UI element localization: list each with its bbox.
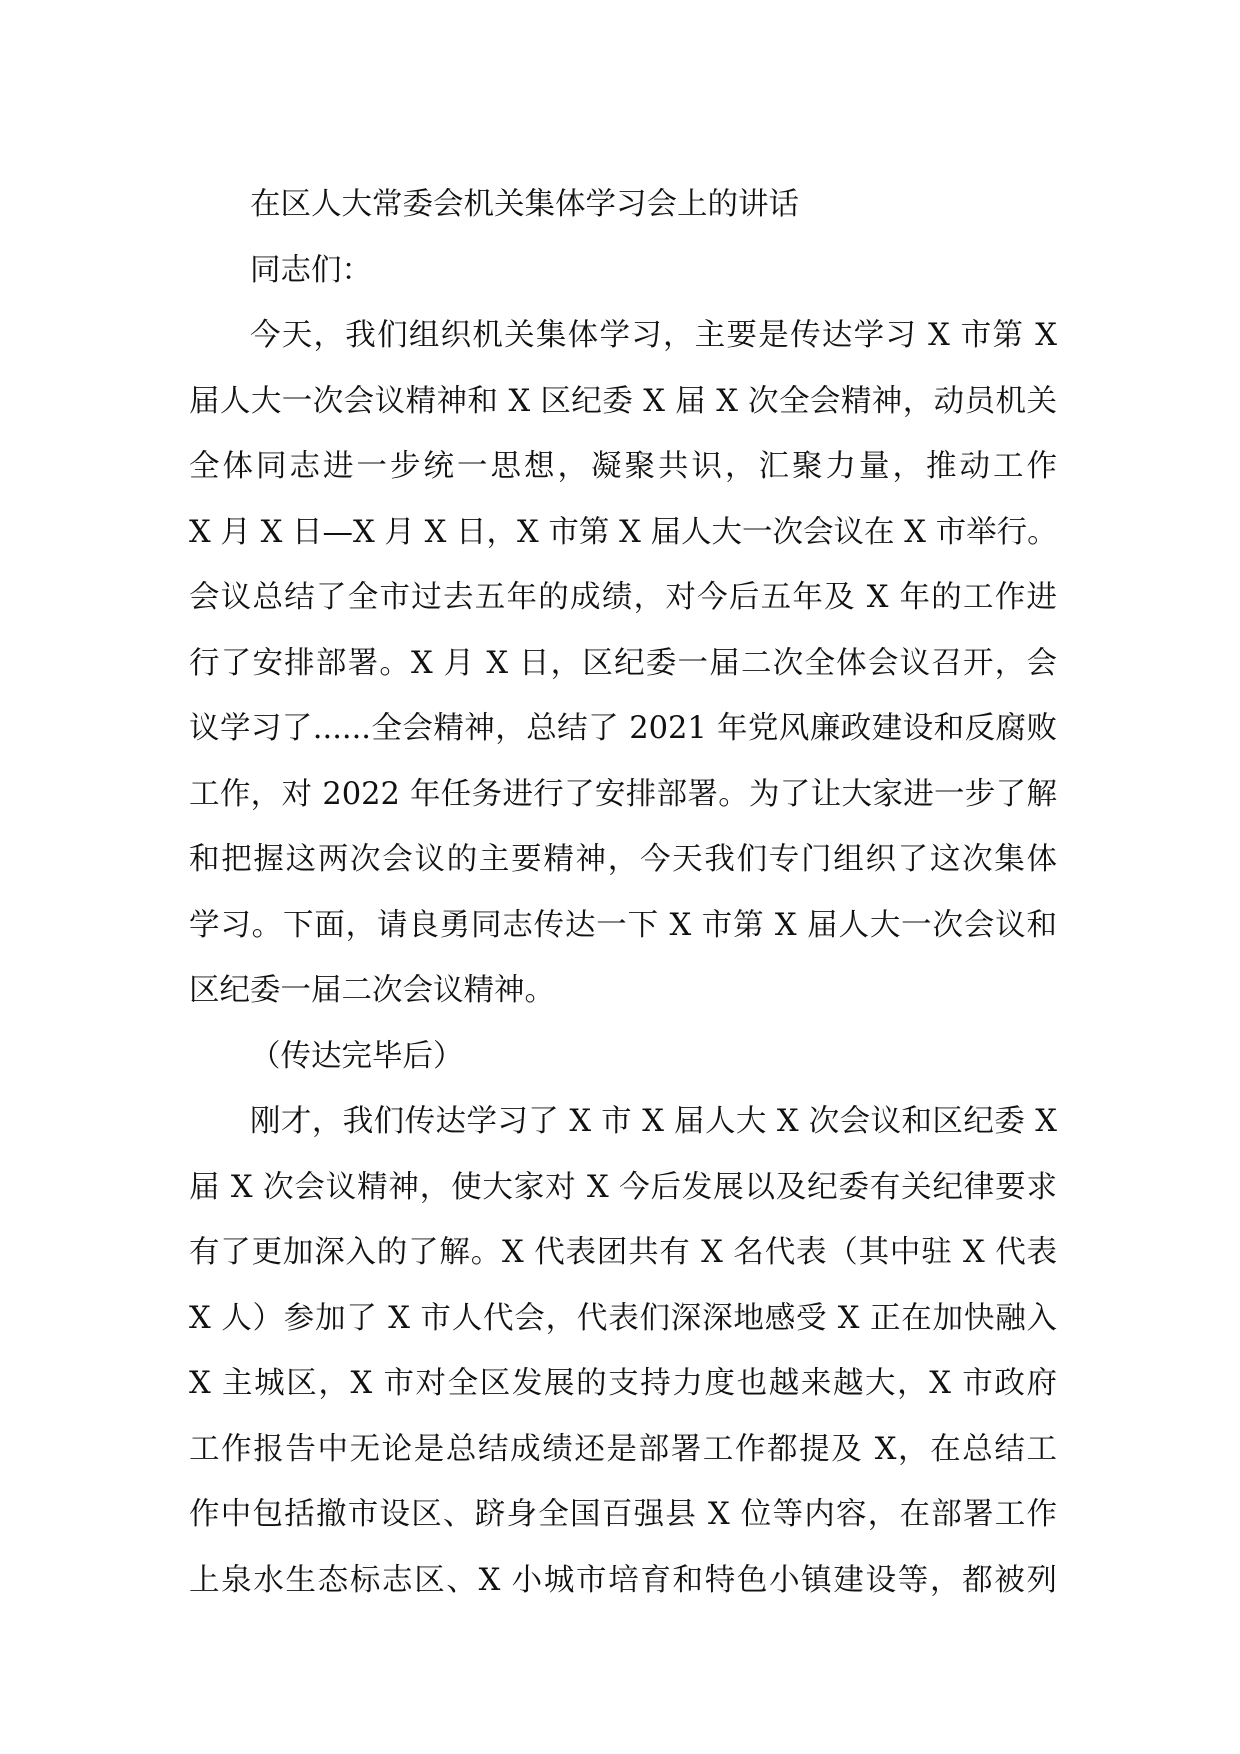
salutation: 同志们：: [250, 252, 372, 288]
paragraph-3: [189, 1089, 1057, 1613]
paragraph-line: 工作，对 2022 年任务进行了安排部署。为了让大家进一步了解: [189, 776, 1057, 812]
paragraph-line: 全体同志进一步统一思想，凝聚共识，汇聚力量，推动工作: [189, 449, 1057, 484]
paragraph-line: X 主城区，X 市对全区发展的支持力度也越来越大，X 市政府: [189, 1366, 1057, 1401]
paragraph-line: 行了安排部署。X 月 X 日，区纪委一届二次全体会议召开，会: [189, 645, 1057, 681]
paragraph-line: 工作报告中无论是总结成绩还是部署工作都提及 X，在总结工: [189, 1431, 1057, 1467]
paragraph-1: [189, 303, 1057, 1024]
paragraph-line: 届人大一次会议精神和 X 区纪委 X 届 X 次全会精神，动员机关: [189, 383, 1057, 419]
paragraph-line: 有了更加深入的了解。X 代表团共有 X 名代表（其中驻 X 代表: [189, 1235, 1057, 1270]
paragraph-line: 上泉水生态标志区、X 小城市培育和特色小镇建设等，都被列: [189, 1562, 1057, 1598]
paragraph-line: 区纪委一届二次会议精神。: [189, 973, 555, 1008]
document-title: 在区人大常委会机关集体学习会上的讲话: [250, 187, 799, 222]
paragraph-line: 会议总结了全市过去五年的成绩，对今后五年及 X 年的工作进: [189, 580, 1057, 615]
paragraph-line: 届 X 次会议精神，使大家对 X 今后发展以及纪委有关纪律要求: [189, 1169, 1057, 1205]
paragraph-line: （传达完毕后）: [250, 1038, 464, 1074]
paragraph-line: 今天，我们组织机关集体学习，主要是传达学习 X 市第 X: [250, 318, 1057, 353]
document-page: [189, 172, 1057, 1613]
paragraph-line: 和把握这两次会议的主要精神，今天我们专门组织了这次集体: [189, 842, 1057, 877]
paragraph-line: 作中包括撤市设区、跻身全国百强县 X 位等内容，在部署工作: [189, 1497, 1057, 1532]
paragraph-line: 议学习了......全会精神，总结了 2021 年党风廉政建设和反腐败: [189, 711, 1057, 746]
paragraph-line: X 月 X 日—X 月 X 日，X 市第 X 届人大一次会议在 X 市举行。: [189, 514, 1058, 550]
paragraph-line: 刚才，我们传达学习了 X 市 X 届人大 X 次会议和区纪委 X: [250, 1104, 1057, 1139]
paragraph-line: X 人）参加了 X 市人代会，代表们深深地感受 X 正在加快融入: [189, 1300, 1057, 1336]
paragraph-2: [189, 1024, 1057, 1090]
paragraph-line: 学习。下面，请良勇同志传达一下 X 市第 X 届人大一次会议和: [189, 907, 1057, 943]
